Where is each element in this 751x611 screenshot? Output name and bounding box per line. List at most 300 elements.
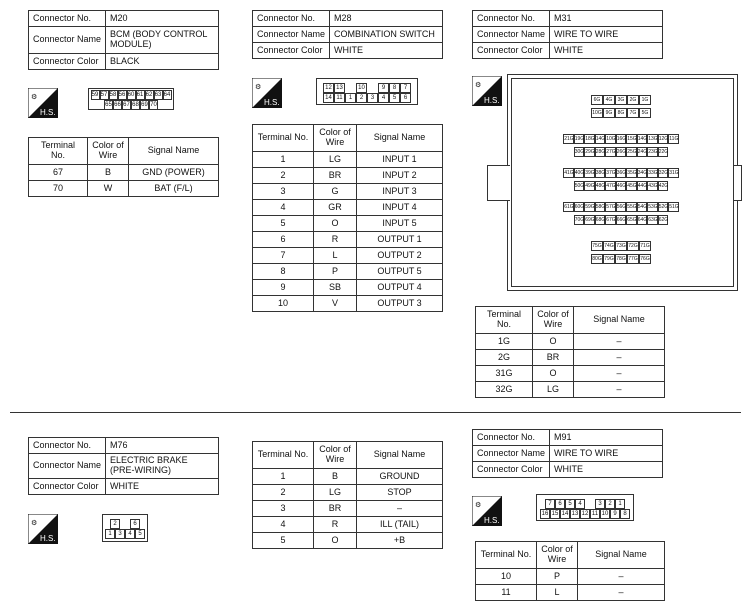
pin-cell: 55G: [627, 204, 637, 210]
hs-icon: [472, 76, 502, 106]
wire-color: BR: [314, 168, 357, 184]
signal-name: –: [578, 569, 665, 585]
info-label: Connector Color: [473, 462, 550, 478]
pin-cell: 24G: [637, 149, 648, 155]
pin-cell: 32G: [658, 170, 669, 176]
col-header: Signal Name: [578, 542, 665, 569]
svg-text:⚙: ⚙: [31, 520, 38, 527]
signal-name: ILL (TAIL): [357, 517, 443, 533]
terminal-no: 70: [29, 181, 88, 197]
col-header: Terminal No.: [476, 542, 537, 569]
pin-cell: 23G: [648, 149, 658, 155]
signal-name: OUTPUT 3: [357, 296, 443, 312]
table-row: [253, 264, 443, 280]
pin-cell: 13: [334, 83, 345, 93]
info-label: Connector No.: [253, 11, 330, 27]
pin-cell: 10G: [606, 136, 616, 142]
pin-cell: 8: [389, 83, 400, 93]
info-label: Connector Name: [473, 446, 550, 462]
m76-connector-face: [102, 514, 148, 542]
wire-color: LG: [533, 382, 574, 398]
pin-cell: 6: [555, 499, 565, 509]
pin-cell: 63: [154, 92, 162, 98]
terminal-no: 5: [253, 533, 314, 549]
col-header: Terminal No.: [29, 138, 88, 165]
m76-terminal-table: [252, 441, 443, 549]
pin-cell: 11: [591, 510, 599, 517]
pin-cell: 74G: [604, 243, 614, 249]
pin-cell: 1: [615, 499, 625, 509]
info-value: WHITE: [550, 462, 663, 478]
table-row: [476, 334, 665, 350]
pin-cell: 28G: [595, 149, 606, 155]
wire-color: L: [537, 585, 578, 601]
terminal-no: 8: [253, 264, 314, 280]
signal-name: +B: [357, 533, 443, 549]
section-divider: [10, 412, 741, 413]
info-label: Connector Color: [29, 479, 106, 495]
pin-cell: 68: [132, 102, 139, 108]
m28-connector-face: [316, 78, 418, 105]
svg-text:⚙: ⚙: [475, 82, 482, 89]
pin-cell: 30G: [574, 149, 585, 155]
pin-cell: 33G: [648, 170, 658, 176]
pin-cell: 3: [115, 529, 125, 539]
pin-cell: 4: [125, 529, 135, 539]
svg-text:H.S.: H.S.: [40, 108, 56, 117]
m31-connector-info: [472, 10, 663, 59]
info-value: M91: [550, 430, 663, 446]
pin-cell: 14: [323, 93, 334, 103]
col-header: Color of Wire: [88, 138, 129, 165]
info-value: WHITE: [330, 43, 443, 59]
pin-cell: 62: [145, 92, 153, 98]
pin-cell: 59: [91, 92, 99, 98]
table-row: [253, 533, 443, 549]
pin-cell: 59G: [585, 204, 595, 210]
m76-connector-info: [28, 437, 219, 495]
pin-cell: 2: [110, 519, 120, 529]
pin-cell: 8: [620, 509, 630, 519]
signal-name: –: [574, 350, 665, 366]
hs-icon: [472, 496, 502, 526]
pin-cell: 76G: [640, 256, 650, 262]
info-value: ELECTRIC BRAKE (PRE-WIRING): [106, 454, 219, 479]
pin-cell: 1: [105, 529, 115, 539]
pin-cell: 5G: [639, 108, 651, 118]
pin-cell: 67G: [606, 217, 616, 223]
pin-cell: 57G: [606, 204, 616, 210]
pin-cell: 16G: [616, 136, 627, 142]
table-row: [253, 469, 443, 485]
pin-cell: 41G: [564, 170, 574, 176]
signal-name: INPUT 5: [357, 216, 443, 232]
info-label: Connector Name: [29, 454, 106, 479]
m31-latch-left: [487, 165, 510, 201]
terminal-no: 10: [253, 296, 314, 312]
pin-cell: 70G: [574, 217, 585, 223]
pin-cell: 51G: [669, 204, 679, 210]
info-label: Connector No.: [29, 438, 106, 454]
info-value: COMBINATION SWITCH: [330, 27, 443, 43]
terminal-no: 67: [29, 165, 88, 181]
pin-cell: 52G: [658, 204, 669, 210]
col-header: Signal Name: [357, 442, 443, 469]
pin-cell: 2: [356, 93, 367, 103]
signal-name: INPUT 4: [357, 200, 443, 216]
m91-terminal-table: [475, 541, 665, 601]
pin-cell: 56G: [616, 204, 627, 210]
pin-cell: 11: [334, 93, 345, 103]
terminal-no: 31G: [476, 366, 533, 382]
pin-cell: 69G: [585, 217, 595, 223]
pin-cell: 12: [323, 83, 334, 93]
pin-cell: 70: [150, 102, 157, 108]
terminal-no: 3: [253, 501, 314, 517]
pin-cell: [345, 83, 354, 91]
col-header: Terminal No.: [476, 307, 533, 334]
pin-cell: 56: [118, 92, 126, 98]
m20-connector-info: [28, 10, 219, 70]
col-header: Signal Name: [129, 138, 219, 165]
pin-cell: 5: [135, 529, 145, 539]
pin-cell: 43G: [648, 183, 658, 189]
info-label: Connector Color: [29, 54, 106, 70]
pin-cell: 7: [545, 499, 555, 509]
wire-color: LG: [314, 485, 357, 501]
col-header: Signal Name: [357, 125, 443, 152]
pin-cell: 73G: [616, 243, 626, 249]
info-value: M31: [550, 11, 663, 27]
pin-cell: 58: [109, 92, 117, 98]
pin-cell: 18G: [585, 136, 595, 142]
signal-name: OUTPUT 1: [357, 232, 443, 248]
wire-color: O: [533, 366, 574, 382]
pin-cell: 14: [561, 510, 569, 517]
pin-cell: 3: [595, 499, 605, 509]
pin-cell: 12G: [658, 136, 669, 142]
signal-name: STOP: [357, 485, 443, 501]
pin-cell: 4: [575, 499, 585, 509]
hs-icon: [28, 88, 58, 118]
pin-cell: 4G: [603, 95, 615, 105]
svg-text:⚙: ⚙: [31, 94, 38, 101]
table-row: [476, 569, 665, 585]
info-label: Connector No.: [473, 430, 550, 446]
pin-cell: 45G: [627, 183, 637, 189]
terminal-no: 4: [253, 517, 314, 533]
wire-color: G: [314, 184, 357, 200]
pin-cell: 60: [127, 92, 135, 98]
table-row: [253, 248, 443, 264]
pin-cell: 75G: [592, 243, 602, 249]
m20-terminal-table: [28, 137, 219, 197]
pin-cell: 29G: [585, 149, 595, 155]
pin-cell: 42G: [658, 183, 669, 189]
svg-text:⚙: ⚙: [255, 84, 262, 91]
pin-cell: 60G: [574, 204, 585, 210]
signal-name: –: [574, 366, 665, 382]
wire-color: L: [314, 248, 357, 264]
terminal-no: 10: [476, 569, 537, 585]
pin-cell: 9G: [603, 108, 615, 118]
pin-cell: 63G: [648, 217, 658, 223]
table-row: [253, 200, 443, 216]
col-header: Color of Wire: [533, 307, 574, 334]
pin-cell: 68G: [595, 217, 606, 223]
pin-cell: 54G: [637, 204, 648, 210]
pin-cell: 10: [601, 510, 609, 517]
col-header: Color of Wire: [314, 125, 357, 152]
table-row: [253, 501, 443, 517]
pin-cell: [585, 499, 593, 507]
pin-cell: 38G: [595, 170, 606, 176]
table-row: [253, 152, 443, 168]
m31-latch-right: [734, 165, 742, 201]
pin-cell: 66G: [616, 217, 627, 223]
svg-text:H.S.: H.S.: [484, 96, 500, 105]
pin-cell: 6G: [591, 95, 603, 105]
info-label: Connector Name: [473, 27, 550, 43]
terminal-no: 3: [253, 184, 314, 200]
col-header: Terminal No.: [253, 442, 314, 469]
pin-cell: 35G: [627, 170, 637, 176]
info-value: WIRE TO WIRE: [550, 27, 663, 43]
table-row: [253, 517, 443, 533]
info-label: Connector No.: [473, 11, 550, 27]
signal-name: INPUT 3: [357, 184, 443, 200]
pin-cell: 7G: [627, 108, 639, 118]
pin-cell: 5: [565, 499, 575, 509]
terminal-no: 1: [253, 152, 314, 168]
table-row: [29, 165, 219, 181]
pin-cell: 40G: [574, 170, 585, 176]
pin-cell: 61G: [564, 204, 574, 210]
signal-name: –: [357, 501, 443, 517]
pin-cell: 65G: [627, 217, 637, 223]
wire-color: SB: [314, 280, 357, 296]
signal-name: –: [578, 585, 665, 601]
pin-cell: 44G: [637, 183, 648, 189]
pin-cell: 39G: [585, 170, 595, 176]
terminal-no: 7: [253, 248, 314, 264]
pin-cell: 31G: [669, 170, 679, 176]
terminal-no: 1G: [476, 334, 533, 350]
pin-cell: 1: [345, 93, 356, 103]
pin-cell: 66: [114, 102, 121, 108]
terminal-no: 4: [253, 200, 314, 216]
pin-cell: 12: [581, 510, 589, 517]
table-row: [253, 280, 443, 296]
signal-name: GROUND: [357, 469, 443, 485]
wire-color: P: [537, 569, 578, 585]
pin-cell: 19G: [574, 136, 585, 142]
table-row: [29, 181, 219, 197]
pin-cell: 47G: [606, 183, 616, 189]
hs-icon: [28, 514, 58, 544]
terminal-no: 11: [476, 585, 537, 601]
m28-connector-info: [252, 10, 443, 59]
pin-cell: 21G: [564, 136, 574, 142]
terminal-no: 2: [253, 168, 314, 184]
wire-color: BR: [533, 350, 574, 366]
pin-cell: 58G: [595, 204, 606, 210]
pin-cell: 79G: [604, 256, 614, 262]
pin-cell: 64G: [637, 217, 648, 223]
pin-cell: 69: [141, 102, 148, 108]
info-value: BCM (BODY CONTROL MODULE): [106, 27, 219, 54]
pin-cell: 11G: [669, 136, 679, 142]
pin-cell: [367, 83, 376, 91]
pin-cell: [120, 519, 128, 527]
pin-cell: 48G: [595, 183, 606, 189]
pin-cell: 14G: [637, 136, 648, 142]
pin-cell: 27G: [606, 149, 616, 155]
wire-color: O: [314, 216, 357, 232]
pin-cell: 57: [100, 92, 108, 98]
pin-cell: 2: [605, 499, 615, 509]
pin-cell: 64: [163, 92, 171, 98]
pin-cell: 10: [356, 83, 367, 93]
signal-name: OUTPUT 2: [357, 248, 443, 264]
pin-cell: 36G: [616, 170, 627, 176]
signal-name: GND (POWER): [129, 165, 219, 181]
pin-cell: 16: [541, 510, 549, 517]
info-value: WHITE: [550, 43, 663, 59]
pin-cell: 77G: [628, 256, 638, 262]
pin-cell: 13G: [648, 136, 658, 142]
pin-cell: 65: [105, 102, 112, 108]
info-value: M20: [106, 11, 219, 27]
table-row: [253, 232, 443, 248]
signal-name: INPUT 1: [357, 152, 443, 168]
wire-color: BR: [314, 501, 357, 517]
table-row: [476, 366, 665, 382]
pin-cell: 22G: [658, 149, 669, 155]
table-row: [253, 485, 443, 501]
pin-cell: 2G: [627, 95, 639, 105]
pin-cell: 7: [400, 83, 411, 93]
col-header: Signal Name: [574, 307, 665, 334]
pin-cell: 13: [571, 510, 579, 517]
table-row: [476, 350, 665, 366]
pin-cell: 3: [367, 93, 378, 103]
svg-text:H.S.: H.S.: [264, 98, 280, 107]
signal-name: OUTPUT 5: [357, 264, 443, 280]
pin-cell: 71G: [640, 243, 650, 249]
pin-cell: 61: [136, 92, 144, 98]
col-header: Color of Wire: [314, 442, 357, 469]
svg-text:⚙: ⚙: [475, 502, 482, 509]
svg-text:H.S.: H.S.: [40, 534, 56, 543]
info-label: Connector Name: [29, 27, 106, 54]
pin-cell: 15G: [627, 136, 637, 142]
signal-name: BAT (F/L): [129, 181, 219, 197]
pin-cell: 72G: [628, 243, 638, 249]
info-label: Connector Color: [473, 43, 550, 59]
terminal-no: 1: [253, 469, 314, 485]
wire-color: R: [314, 232, 357, 248]
pin-cell: 5: [389, 93, 400, 103]
pin-cell: 78G: [616, 256, 626, 262]
pin-cell: 50G: [574, 183, 585, 189]
info-label: Connector Name: [253, 27, 330, 43]
pin-cell: 14G: [595, 136, 606, 142]
svg-text:H.S.: H.S.: [484, 516, 500, 525]
pin-cell: 10G: [592, 110, 602, 116]
pin-cell: 15: [551, 510, 559, 517]
wire-color: O: [533, 334, 574, 350]
m20-connector-face: [88, 88, 174, 110]
terminal-no: 9: [253, 280, 314, 296]
pin-cell: 25G: [627, 149, 637, 155]
info-value: M76: [106, 438, 219, 454]
hs-icon: [252, 78, 282, 108]
wire-color: LG: [314, 152, 357, 168]
pin-cell: 4: [378, 93, 389, 103]
wire-color: W: [88, 181, 129, 197]
pin-cell: 3G: [615, 95, 627, 105]
signal-name: INPUT 2: [357, 168, 443, 184]
pin-cell: 26G: [616, 149, 627, 155]
pin-cell: 9: [610, 509, 620, 519]
col-header: Color of Wire: [537, 542, 578, 569]
terminal-no: 6: [253, 232, 314, 248]
info-label: Connector Color: [253, 43, 330, 59]
pin-cell: 80G: [592, 256, 602, 262]
table-row: [253, 168, 443, 184]
pin-cell: 1G: [639, 95, 651, 105]
terminal-no: 32G: [476, 382, 533, 398]
info-value: WIRE TO WIRE: [550, 446, 663, 462]
signal-name: –: [574, 334, 665, 350]
wire-color: V: [314, 296, 357, 312]
wire-color: GR: [314, 200, 357, 216]
pin-cell: 9: [378, 83, 389, 93]
info-value: WHITE: [106, 479, 219, 495]
table-row: [476, 585, 665, 601]
m91-connector-info: [472, 429, 663, 478]
pin-cell: 67: [123, 102, 130, 108]
pin-cell: 6: [130, 519, 140, 529]
pin-cell: 49G: [585, 183, 595, 189]
info-label: Connector No.: [29, 11, 106, 27]
wire-color: P: [314, 264, 357, 280]
info-value: M28: [330, 11, 443, 27]
table-row: [476, 382, 665, 398]
table-row: [253, 184, 443, 200]
m28-terminal-table: [252, 124, 443, 312]
terminal-no: 2G: [476, 350, 533, 366]
pin-cell: 8G: [615, 108, 627, 118]
info-value: BLACK: [106, 54, 219, 70]
signal-name: –: [574, 382, 665, 398]
pin-cell: 37G: [606, 170, 616, 176]
m31-terminal-table: [475, 306, 665, 398]
terminal-no: 2: [253, 485, 314, 501]
wire-color: B: [88, 165, 129, 181]
terminal-no: 5: [253, 216, 314, 232]
pin-cell: 46G: [616, 183, 627, 189]
wire-color: R: [314, 517, 357, 533]
pin-cell: 53G: [648, 204, 658, 210]
signal-name: OUTPUT 4: [357, 280, 443, 296]
wire-color: B: [314, 469, 357, 485]
table-row: [253, 296, 443, 312]
pin-cell: 6: [400, 93, 411, 103]
pin-cell: 34G: [637, 170, 648, 176]
wire-color: O: [314, 533, 357, 549]
